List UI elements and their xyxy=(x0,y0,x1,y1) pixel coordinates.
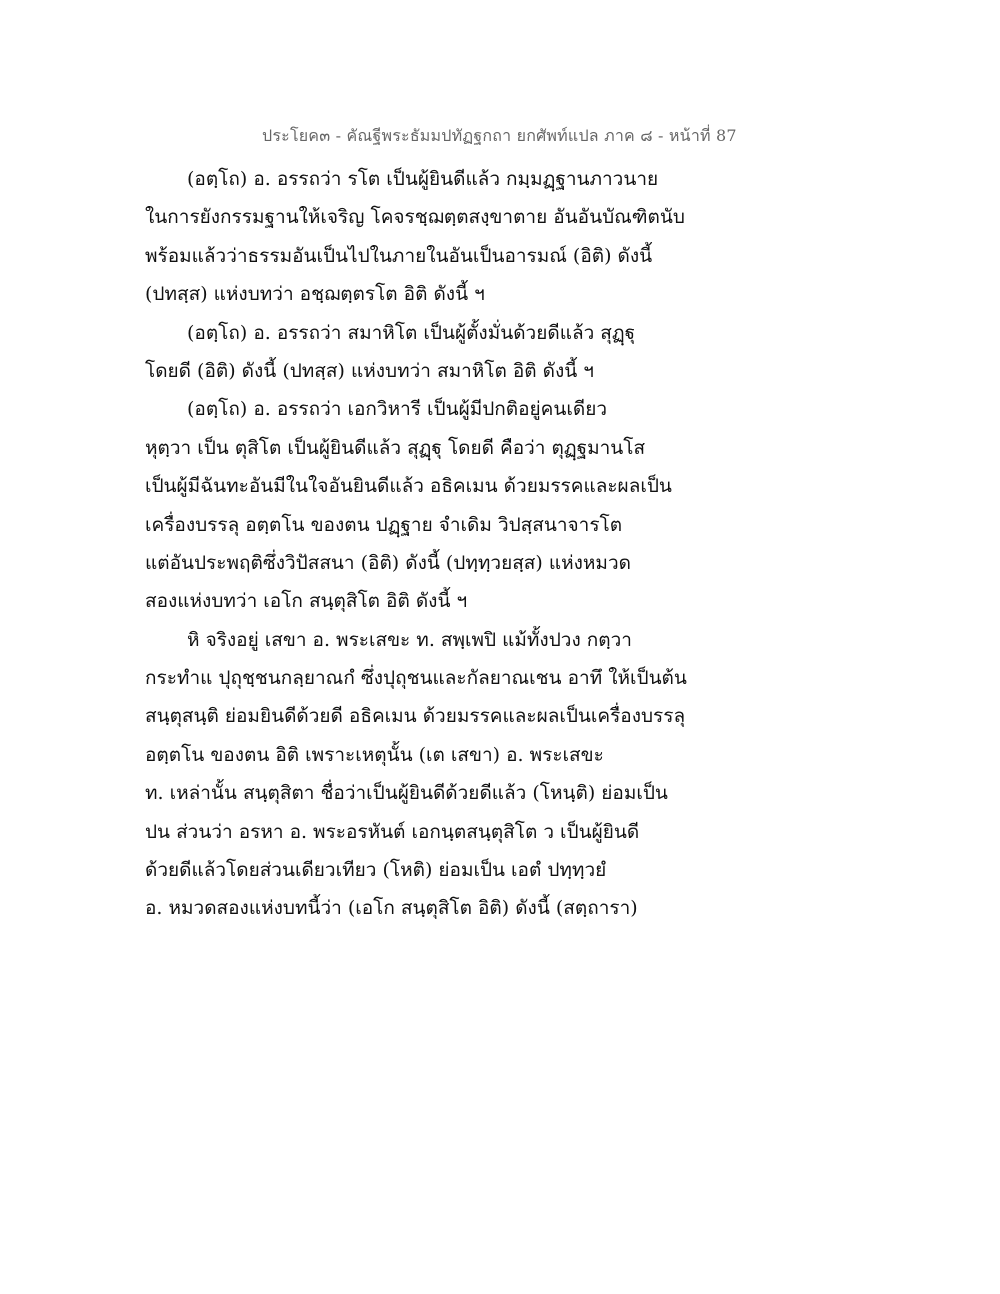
paragraph-line: ปน ส่วนว่า อรหา อ. พระอรหันต์ เอกนฺตสนฺตุสิโต ว เป็นผู้ยินดี xyxy=(145,820,640,843)
paragraph-line: (ปทสฺส) แห่งบทว่า อชฺฌตฺตรโต อิติ ดังนี้ ฯ xyxy=(145,283,485,306)
paragraph-line: หิ จริงอยู่ เสขา อ. พระเสขะ ท. สพฺเพปิ แม้ทั้งปวง กตฺวา xyxy=(187,628,632,651)
paragraph-line: อตฺตโน ของตน อิติ เพราะเหตุนั้น (เต เสขา) อ. พระเสขะ xyxy=(145,743,604,766)
paragraph-line: (อตฺโถ) อ. อรรถว่า เอกวิหารี เป็นผู้มีปกติอยู่คนเดียว xyxy=(187,398,608,421)
paragraph-line: ในการยังกรรมฐานให้เจริญ โคจรชฺฌตฺตสงฺขาตาย อันอันบัณฑิตนับ xyxy=(145,206,685,229)
body-text xyxy=(145,160,705,928)
paragraph-line: ด้วยดีแล้วโดยส่วนเดียวเทียว (โหติ) ย่อมเป็น เอตํ ปทฺทฺวยํ xyxy=(145,859,607,882)
paragraph-line: พร้อมแล้วว่าธรรมอันเป็นไปในภายในอันเป็นอารมณ์ (อิติ) ดังนี้ xyxy=(145,244,653,267)
paragraph-line: แต่อันประพฤติซึ่งวิปัสสนา (อิติ) ดังนี้ (ปทฺทฺวยสฺส) แห่งหมวด xyxy=(145,551,631,574)
page-header: ประโยค๓ - คัณฐีพระธัมมปทัฏฐกถา ยกศัพท์แปล ภาค ๘ - หน้าที่ 87 xyxy=(262,126,737,145)
paragraph-line: กระทำแ ปุถุชฺชนกลฺยาณกํ ซึ่งปุถุชนและกัลยาณเชน อาทึ ให้เป็นต้น xyxy=(145,667,687,690)
paragraph-line: (อตฺโถ) อ. อรรถว่า สมาหิโต เป็นผู้ตั้งมั่นด้วยดีแล้ว สุฏฺฐุ xyxy=(187,321,636,344)
paragraph-line: เป็นผู้มีฉันทะอันมีในใจอันยินดีแล้ว อธิคเมน ด้วยมรรคและผลเป็น xyxy=(145,475,672,498)
paragraph-line: อ. หมวดสองแห่งบทนี้ว่า (เอโก สนฺตุสิโต อิติ) ดังนี้ (สตฺถารา) xyxy=(145,897,638,920)
paragraph-line: (อตฺโถ) อ. อรรถว่า รโต เป็นผู้ยินดีแล้ว กมฺมฏฺฐานภาวนาย xyxy=(187,168,659,190)
paragraph-line: หุตฺวา เป็น ตุสิโต เป็นผู้ยินดีแล้ว สุฏฺฐุ โดยดี คือว่า ตุฏฺฐมานโส xyxy=(145,436,646,459)
paragraph-line: สนฺตุสนฺติ ย่อมยินดีด้วยดี อธิคเมน ด้วยมรรคและผลเป็นเครื่องบรรลุ xyxy=(145,705,686,728)
paragraph-line: โดยดี (อิติ) ดังนี้ (ปทสฺส) แห่งบทว่า สมาหิโต อิติ ดังนี้ ฯ xyxy=(145,359,594,382)
paragraph-line: เครื่องบรรลุ อตฺตโน ของตน ปฏฺฐาย จำเดิม วิปสฺสนาจารโต xyxy=(145,513,623,536)
paragraph-line: ท. เหล่านั้น สนฺตุสิตา ชื่อว่าเป็นผู้ยินดีด้วยดีแล้ว (โหนฺติ) ย่อมเป็น xyxy=(145,782,668,805)
paragraph-line: สองแห่งบทว่า เอโก สนฺตุสิโต อิติ ดังนี้ ฯ xyxy=(145,590,468,613)
